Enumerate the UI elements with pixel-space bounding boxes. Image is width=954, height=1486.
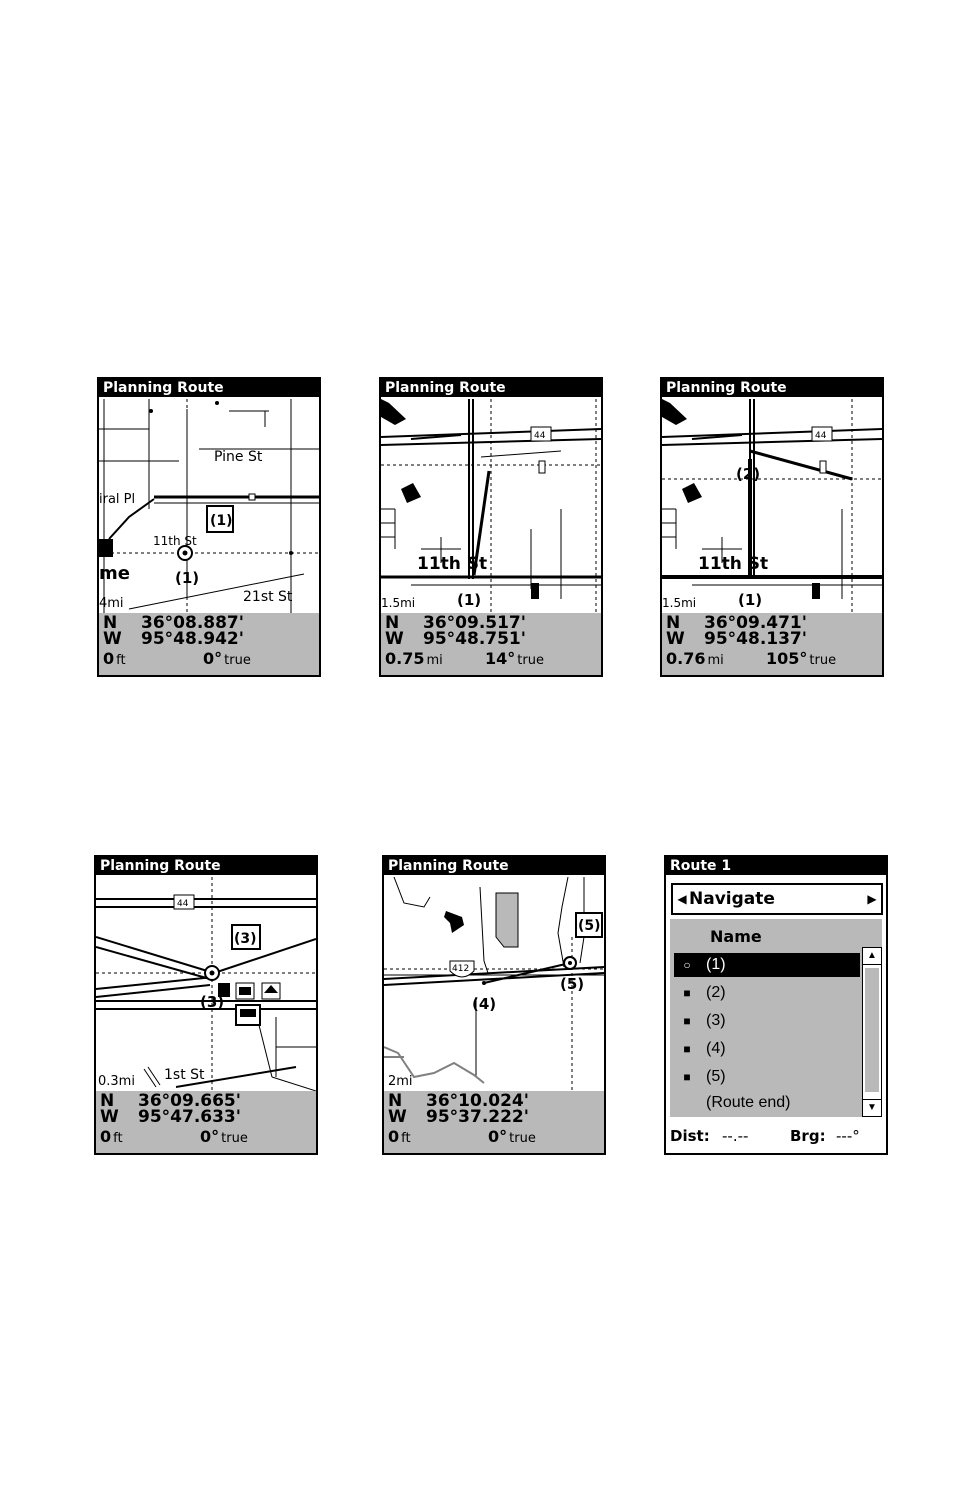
bearing-value: 14° (485, 649, 516, 668)
position-readout (662, 613, 882, 675)
screen-title: Route 1 (666, 857, 886, 875)
waypoint-label: (3) (200, 993, 225, 1011)
latitude: 36°08.887' (141, 613, 244, 633)
street-label-21st: 21st St (243, 589, 293, 605)
street-label-11th: 11th St (153, 534, 197, 548)
highway-shield: 44 (815, 431, 827, 441)
list-item[interactable] (674, 1065, 860, 1089)
waypoint-label: (1) (457, 591, 482, 609)
map-scale: 1.5mi (662, 596, 697, 610)
waypoint-icon: ■ (683, 1014, 691, 1028)
latitude: 36°09.471' (704, 613, 807, 633)
street-label-11th: 11th St (417, 554, 488, 574)
waypoint-label: (1) (175, 569, 200, 587)
bearing-unit: true (517, 653, 544, 668)
gps-screen-4 (94, 855, 318, 1155)
highway-shield: 44 (177, 899, 189, 909)
lon-dir: W (100, 1107, 119, 1127)
waypoint-box-label: (3) (234, 931, 257, 947)
street-label-pine: Pine St (214, 449, 263, 465)
map-scale: 4mi (99, 596, 124, 611)
city-label: me (99, 563, 130, 584)
bearing-unit: true (221, 1131, 248, 1146)
bearing-value: 105° (766, 649, 808, 668)
longitude: 95°47.633' (138, 1107, 241, 1127)
distance-unit: mi (426, 653, 443, 668)
brg-value: ---° (836, 1127, 860, 1145)
lat-dir: N (666, 613, 681, 633)
distance-value: 0 (388, 1127, 400, 1146)
longitude: 95°48.137' (704, 629, 807, 649)
map-view[interactable] (384, 877, 604, 1091)
list-item[interactable] (674, 1091, 860, 1115)
waypoint-label-1: (1) (738, 591, 763, 609)
distance-value: 0.75 (385, 649, 425, 668)
waypoint-icon: ■ (683, 1070, 691, 1084)
bearing-value: 0° (488, 1127, 508, 1146)
scroll-down-icon[interactable]: ▼ (863, 1099, 881, 1116)
waypoint-icon: ○ (683, 958, 691, 972)
list-item[interactable] (674, 1037, 860, 1061)
scroll-up-icon[interactable]: ▲ (863, 948, 881, 965)
list-item-label: (3) (706, 1012, 726, 1029)
position-readout (99, 613, 319, 675)
lon-dir: W (388, 1107, 407, 1127)
bearing-value: 0° (203, 649, 223, 668)
waypoint-icon: ■ (683, 986, 691, 1000)
bearing-unit: true (509, 1131, 536, 1146)
list-header: Name (710, 927, 762, 946)
distance-unit: ft (113, 1131, 123, 1146)
screen-title: Planning Route (96, 857, 316, 875)
waypoint-icon: ■ (683, 1042, 691, 1056)
bearing-unit: true (224, 653, 251, 668)
gps-screen-5 (382, 855, 606, 1155)
latitude: 36°09.517' (423, 613, 526, 633)
bearing-value: 0° (200, 1127, 220, 1146)
lat-dir: N (100, 1091, 115, 1111)
bearing-unit: true (809, 653, 837, 668)
position-readout (96, 1091, 316, 1153)
position-readout (381, 613, 601, 675)
list-item-label: (1) (706, 956, 726, 973)
street-label-11th: 11th St (698, 554, 769, 574)
waypoint-label-2: (2) (736, 465, 761, 483)
screen-title: Planning Route (384, 857, 604, 875)
list-item-label: (2) (706, 984, 726, 1001)
gps-screen-2 (379, 377, 603, 677)
distance-value: 0 (103, 649, 115, 668)
dist-label: Dist: (670, 1127, 710, 1145)
waypoint-list (670, 919, 882, 1117)
waypoint-box-label: (5) (578, 918, 601, 934)
screen-title: Planning Route (99, 379, 319, 397)
list-item[interactable] (674, 1009, 860, 1033)
gps-screen-3 (660, 377, 884, 677)
position-readout (384, 1091, 604, 1153)
brg-label: Brg: (790, 1127, 826, 1145)
latitude: 36°09.665' (138, 1091, 241, 1111)
arrow-right-icon[interactable]: ▶ (867, 892, 877, 906)
dist-value: --.-- (722, 1127, 749, 1145)
longitude: 95°48.942' (141, 629, 244, 649)
list-item[interactable] (674, 953, 860, 977)
screen-title: Planning Route (381, 379, 601, 397)
list-item-label: (5) (706, 1068, 726, 1085)
map-scale: 0.3mi (98, 1074, 135, 1089)
map-scale: 2mi (388, 1074, 413, 1089)
route-action-selector[interactable] (671, 883, 883, 915)
list-item[interactable] (674, 981, 860, 1005)
distance-value: 0 (100, 1127, 112, 1146)
map-view[interactable] (99, 399, 319, 613)
route-status-bar (666, 1119, 886, 1153)
lon-dir: W (103, 629, 122, 649)
distance-unit: ft (401, 1131, 411, 1146)
street-label-place: iral Pl (99, 492, 136, 507)
waypoint-label-5: (5) (560, 975, 585, 993)
route-action-value: Navigate (689, 889, 775, 909)
map-view[interactable] (662, 399, 882, 613)
lat-dir: N (388, 1091, 403, 1111)
screen-title: Planning Route (662, 379, 882, 397)
gps-screen-1 (97, 377, 321, 677)
highway-shield: 44 (534, 431, 546, 441)
list-item-label: (4) (706, 1040, 726, 1057)
map-view[interactable] (96, 877, 316, 1091)
map-scale: 1.5mi (381, 596, 416, 610)
waypoint-box-label: (1) (210, 513, 233, 529)
waypoint-label-4: (4) (472, 995, 497, 1013)
distance-value: 0.76 (666, 649, 706, 668)
highway-shield: 412 (452, 964, 470, 974)
street-label-1st: 1st St (164, 1067, 205, 1083)
arrow-left-icon[interactable]: ◀ (677, 892, 687, 906)
route-screen (664, 855, 888, 1155)
distance-unit: mi (707, 653, 724, 668)
longitude: 95°37.222' (426, 1107, 529, 1127)
latitude: 36°10.024' (426, 1091, 529, 1111)
scrollbar[interactable] (862, 947, 882, 1117)
list-item-label: (Route end) (706, 1094, 791, 1111)
longitude: 95°48.751' (423, 629, 526, 649)
lon-dir: W (666, 629, 685, 649)
lat-dir: N (103, 613, 118, 633)
map-view[interactable] (381, 399, 601, 613)
lon-dir: W (385, 629, 404, 649)
scroll-thumb[interactable] (865, 968, 879, 1092)
distance-unit: ft (116, 653, 126, 668)
lat-dir: N (385, 613, 400, 633)
